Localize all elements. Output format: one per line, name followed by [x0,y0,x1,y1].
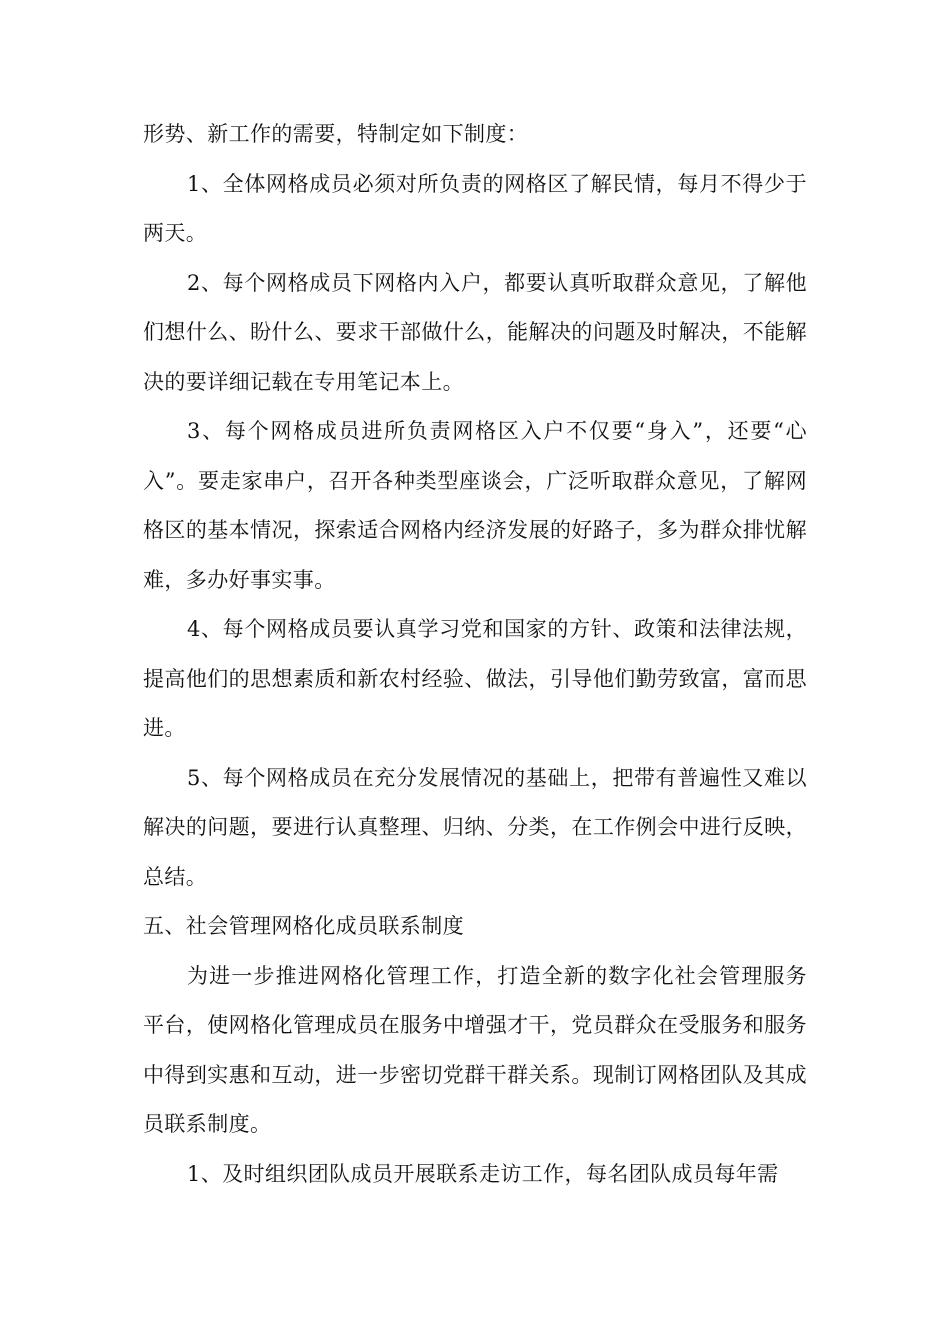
paragraph-continuation: 形势、新工作的需要，特制定如下制度： [143,122,529,146]
document-body [143,110,807,1199]
paragraph-contact-rule-1: 1、及时组织团队成员开展联系走访工作，每名团队成员每年需 [187,1161,779,1186]
paragraph-rule-3: 3、每个网格成员进所负责网格区入户不仅要“身入”，还要“心入”。要走家串户，召开各种类型座谈会，广泛听取群众意见，了解网格区的基本情况，探索适合网格内经济发展的好路子，多为群众排忧解难，多办好事实事。 [143,419,807,592]
paragraph-rule-1: 1、全体网格成员必须对所负责的网格区了解民情，每月不得少于两天。 [143,171,807,245]
paragraph-rule-2: 2、每个网格成员下网格内入户，都要认真听取群众意见，了解他们想什么、盼什么、要求干部做什么，能解决的问题及时解决，不能解决的要详细记载在专用笔记本上。 [143,270,807,394]
paragraph-section-intro: 为进一步推进网格化管理工作，打造全新的数字化社会管理服务平台，使网格化管理成员在服务中增强才干，党员群众在受服务和服务中得到实惠和互动，进一步密切党群干群关系。现制订网格团队及其成员联系制度。 [143,963,807,1136]
paragraph-rule-4: 4、每个网格成员要认真学习党和国家的方针、政策和法律法规，提高他们的思想素质和新农村经验、做法，引导他们勤劳致富，富而思进。 [143,617,807,740]
section-heading: 五、社会管理网格化成员联系制度 [143,914,464,938]
paragraph-rule-5: 5、每个网格成员在充分发展情况的基础上，把带有普遍性又难以解决的问题，要进行认真整理、归纳、分类，在工作例会中进行反映，总结。 [143,765,807,889]
